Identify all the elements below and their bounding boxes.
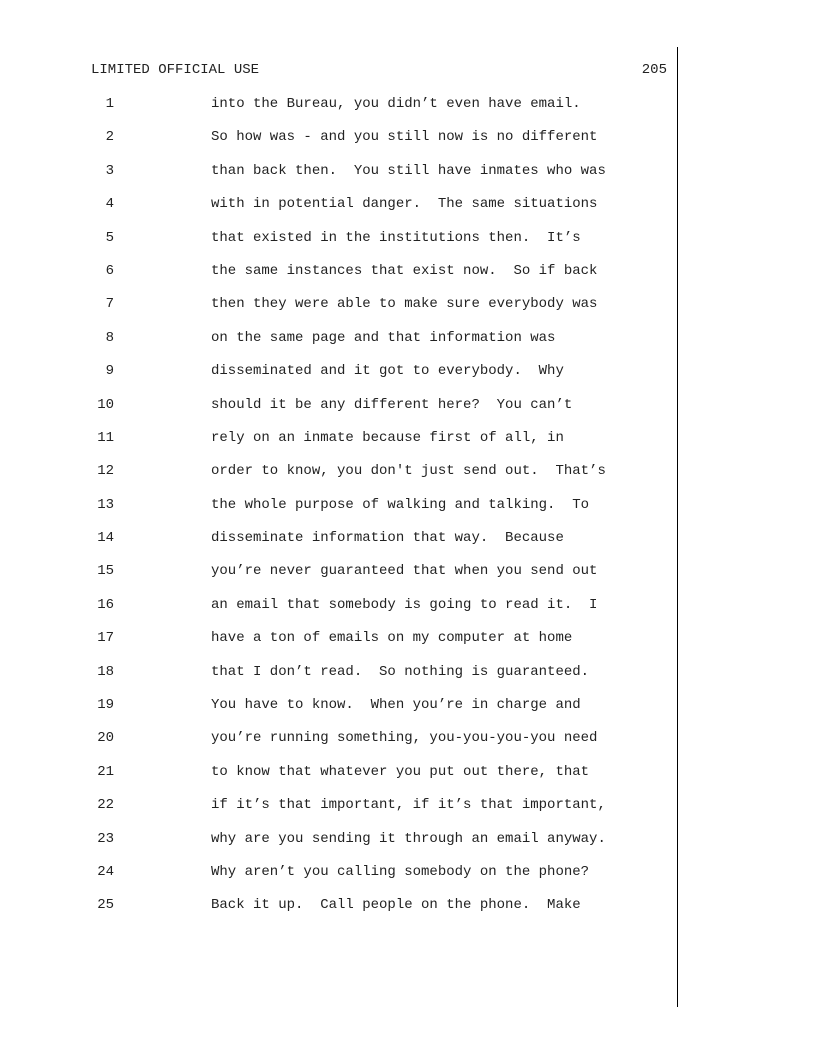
line-number: 15 bbox=[97, 563, 114, 580]
line-number: 23 bbox=[97, 830, 114, 847]
transcript-line bbox=[0, 863, 816, 896]
transcript-line bbox=[0, 95, 816, 128]
transcript-line bbox=[0, 295, 816, 328]
line-text: should it be any different here? You can’t bbox=[211, 396, 573, 413]
transcript-line bbox=[0, 796, 816, 829]
line-text: with in potential danger. The same situations bbox=[211, 196, 598, 213]
line-text: So how was - and you still now is no different bbox=[211, 129, 598, 146]
transcript-line bbox=[0, 696, 816, 729]
line-number: 6 bbox=[105, 262, 114, 279]
line-text: you’re running something, you-you-you-you need bbox=[211, 730, 598, 747]
line-text: why are you sending it through an email anyway. bbox=[211, 830, 606, 847]
line-text: the whole purpose of walking and talking. To bbox=[211, 496, 590, 513]
transcript-line bbox=[0, 663, 816, 696]
line-text: that I don’t read. So nothing is guaranteed. bbox=[211, 663, 590, 680]
line-number: 11 bbox=[97, 429, 114, 446]
line-number: 22 bbox=[97, 797, 114, 814]
line-text: have a ton of emails on my computer at home bbox=[211, 630, 573, 647]
line-number: 3 bbox=[105, 162, 114, 179]
transcript-line bbox=[0, 729, 816, 762]
line-text: you’re never guaranteed that when you send out bbox=[211, 563, 598, 580]
line-text: disseminated and it got to everybody. Why bbox=[211, 363, 564, 380]
transcript-line bbox=[0, 429, 816, 462]
line-number: 4 bbox=[105, 196, 114, 213]
line-text: rely on an inmate because first of all, in bbox=[211, 429, 564, 446]
line-text: Why aren’t you calling somebody on the phone? bbox=[211, 863, 590, 880]
line-text: order to know, you don't just send out. That’s bbox=[211, 463, 606, 480]
line-number: 10 bbox=[97, 396, 114, 413]
line-number: 16 bbox=[97, 596, 114, 613]
line-text: You have to know. When you’re in charge and bbox=[211, 697, 581, 714]
transcript-line bbox=[0, 529, 816, 562]
line-number: 7 bbox=[105, 296, 114, 313]
transcript-line bbox=[0, 329, 816, 362]
line-number: 1 bbox=[105, 96, 114, 112]
line-number: 2 bbox=[105, 129, 114, 146]
transcript-line bbox=[0, 362, 816, 395]
line-number: 19 bbox=[97, 697, 114, 714]
line-text: that existed in the institutions then. It’s bbox=[211, 229, 581, 246]
line-text: the same instances that exist now. So if back bbox=[211, 262, 598, 279]
transcript-line bbox=[0, 229, 816, 262]
transcript-line bbox=[0, 763, 816, 796]
line-number: 12 bbox=[97, 463, 114, 480]
line-number: 13 bbox=[97, 496, 114, 513]
line-text: to know that whatever you put out there, that bbox=[211, 763, 590, 780]
transcript-line bbox=[0, 128, 816, 161]
line-number: 9 bbox=[105, 363, 114, 380]
line-text: an email that somebody is going to read it. I bbox=[211, 596, 598, 613]
transcript-line bbox=[0, 162, 816, 195]
line-number: 5 bbox=[105, 229, 114, 246]
transcript-line bbox=[0, 830, 816, 863]
line-number: 8 bbox=[105, 329, 114, 346]
line-text: on the same page and that information was bbox=[211, 329, 556, 346]
transcript-line bbox=[0, 562, 816, 595]
transcript-line bbox=[0, 195, 816, 228]
transcript-line bbox=[0, 396, 816, 429]
line-number: 24 bbox=[97, 863, 114, 880]
transcript-lines bbox=[0, 95, 816, 930]
line-number: 25 bbox=[97, 897, 114, 914]
line-text: into the Bureau, you didn’t even have email. bbox=[211, 96, 581, 112]
classification-header: LIMITED OFFICIAL USE bbox=[91, 62, 260, 78]
page-number: 205 bbox=[641, 62, 667, 78]
transcript-line bbox=[0, 496, 816, 529]
transcript-line bbox=[0, 629, 816, 662]
line-text: if it’s that important, if it’s that important, bbox=[211, 797, 606, 814]
line-text: than back then. You still have inmates who was bbox=[211, 162, 606, 179]
transcript-line bbox=[0, 896, 816, 929]
line-number: 20 bbox=[97, 730, 114, 747]
line-text: Back it up. Call people on the phone. Make bbox=[211, 897, 581, 914]
line-number: 17 bbox=[97, 630, 114, 647]
transcript-line bbox=[0, 462, 816, 495]
line-number: 14 bbox=[97, 530, 114, 547]
line-number: 18 bbox=[97, 663, 114, 680]
line-text: disseminate information that way. Because bbox=[211, 530, 564, 547]
line-text: then they were able to make sure everybody was bbox=[211, 296, 598, 313]
transcript-line bbox=[0, 262, 816, 295]
transcript-line bbox=[0, 596, 816, 629]
line-number: 21 bbox=[97, 763, 114, 780]
